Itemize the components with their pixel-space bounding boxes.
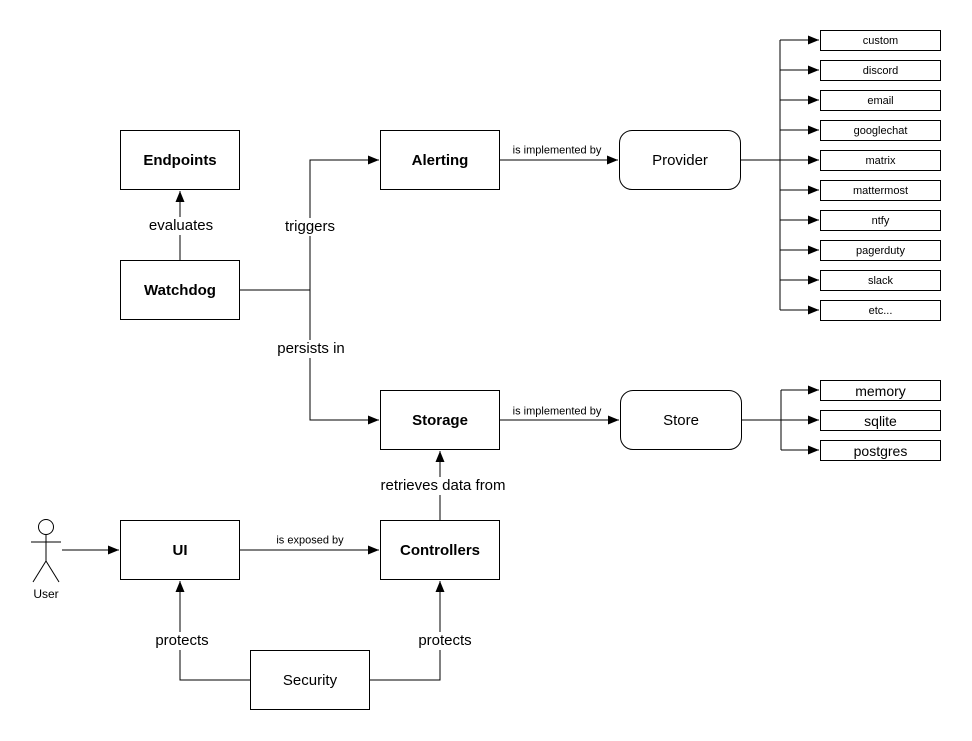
edge-label-protects-controllers: protects [415,632,474,650]
leaf-provider-matrix: matrix [820,150,941,171]
edge-label-retrieves-data-from: retrieves data from [377,477,508,495]
node-controllers: Controllers [380,520,500,580]
node-watchdog: Watchdog [120,260,240,320]
leaf-provider-ntfy: ntfy [820,210,941,231]
node-store: Store [620,390,742,450]
leaf-provider-pagerduty: pagerduty [820,240,941,261]
node-provider: Provider [619,130,741,190]
node-endpoints: Endpoints [120,130,240,190]
node-storage: Storage [380,390,500,450]
leaf-store-memory: memory [820,380,941,401]
leaf-provider-mattermost: mattermost [820,180,941,201]
node-ui: UI [120,520,240,580]
leaf-provider-email: email [820,90,941,111]
node-alerting: Alerting [380,130,500,190]
leaf-provider-slack: slack [820,270,941,291]
leaf-store-postgres: postgres [820,440,941,461]
leaf-provider-custom: custom [820,30,941,51]
leaf-provider-etc: etc... [820,300,941,321]
edge-label-protects-ui: protects [152,632,211,650]
edge-store-trunk [741,390,781,450]
edge-provider-trunk [741,40,780,310]
leaf-provider-googlechat: googlechat [820,120,941,141]
leaf-provider-discord: discord [820,60,941,81]
user-actor-icon [31,520,61,583]
edge-label-persists-in: persists in [274,340,348,358]
edge-label-is-implemented-by-alerting: is implemented by [510,144,605,157]
edge-label-triggers: triggers [282,218,338,236]
edge-label-is-implemented-by-storage: is implemented by [510,405,605,418]
edge-security-ui [180,581,250,680]
edge-label-evaluates: evaluates [146,217,216,235]
edge-label-is-exposed-by: is exposed by [273,534,346,547]
leaf-store-sqlite: sqlite [820,410,941,431]
node-security: Security [250,650,370,710]
user-actor-label: User [30,587,61,601]
edge-security-controllers [370,581,440,680]
